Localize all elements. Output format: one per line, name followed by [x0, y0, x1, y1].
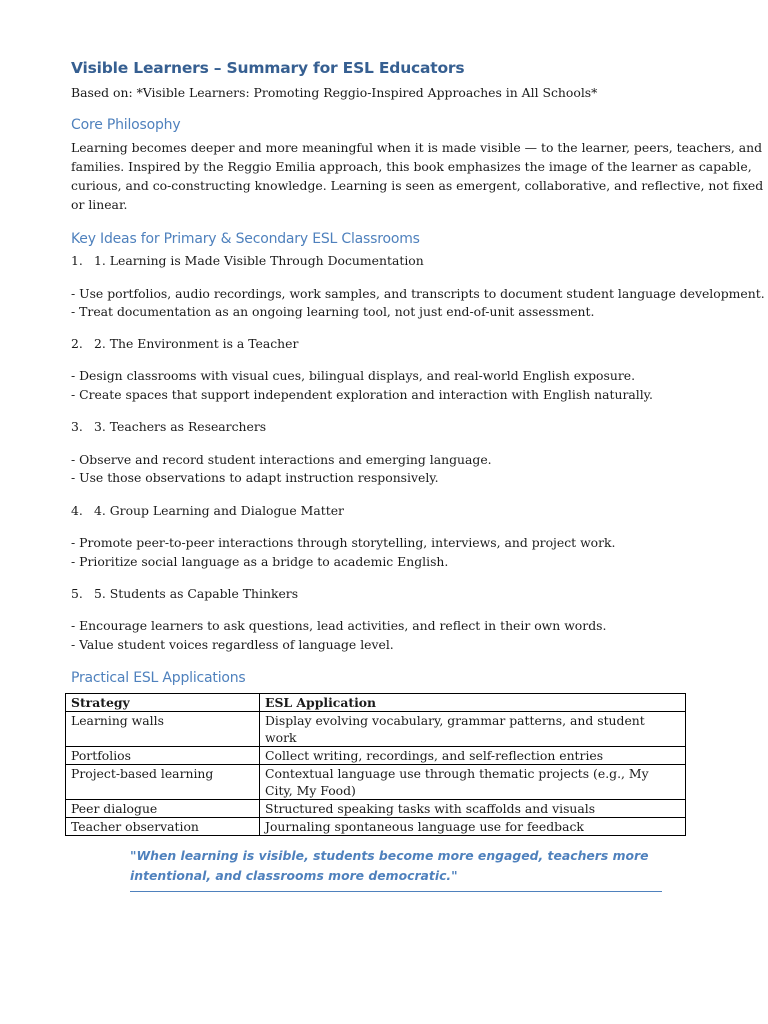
strategy-cell: Peer dialogue [66, 800, 260, 818]
strategy-cell: Project-based learning [66, 765, 260, 800]
key-idea-bullet: - Encourage learners to ask questions, lead activities, and reflect in their own words. [71, 618, 607, 633]
key-idea-title [71, 502, 344, 520]
table-row [66, 747, 686, 765]
key-idea-title [71, 585, 298, 603]
key-idea-title-text: 2. The Environment is a Teacher [94, 336, 299, 351]
key-idea-title [71, 252, 424, 270]
key-idea-title [71, 418, 266, 436]
key-idea-title-text: 5. Students as Capable Thinkers [94, 586, 299, 601]
application-cell: Display evolving vocabulary, grammar patterns, and student work [260, 712, 686, 747]
key-idea-title [71, 335, 298, 353]
application-cell: Structured speaking tasks with scaffolds and visuals [260, 800, 686, 818]
strategy-cell: Teacher observation [66, 818, 260, 836]
key-ideas-heading: Key Ideas for Primary & Secondary ESL Classrooms [71, 231, 420, 247]
list-number: 3. [71, 419, 83, 434]
strategy-cell: Portfolios [66, 747, 260, 765]
core-line: curious, and co-constructing knowledge. Learning is seen as emergent, collaborative, and reflective, not fixed [71, 178, 764, 193]
key-idea-bullet: - Use those observations to adapt instruction responsively. [71, 470, 439, 485]
applications-heading: Practical ESL Applications [71, 670, 246, 686]
table-row [66, 800, 686, 818]
based-on-line: Based on: *Visible Learners: Promoting Reggio-Inspired Approaches in All Schools* [71, 85, 598, 100]
column-header-strategy: Strategy [66, 694, 260, 712]
list-number: 4. [71, 503, 83, 518]
core-line: families. Inspired by the Reggio Emilia approach, this book emphasizes the image of the learner as capable, [71, 159, 752, 174]
key-idea-bullet: - Treat documentation as an ongoing learning tool, not just end-of-unit assessment. [71, 304, 595, 319]
application-cell: Journaling spontaneous language use for feedback [260, 818, 686, 836]
application-cell: Collect writing, recordings, and self-reflection entries [260, 747, 686, 765]
key-idea-bullet: - Design classrooms with visual cues, bilingual displays, and real-world English exposure. [71, 368, 636, 383]
application-cell: Contextual language use through thematic projects (e.g., My City, My Food) [260, 765, 686, 800]
list-number: 1. [71, 253, 83, 268]
document-title: Visible Learners – Summary for ESL Educators [71, 59, 465, 77]
key-idea-bullet: - Use portfolios, audio recordings, work samples, and transcripts to document student language development. [71, 286, 765, 301]
key-idea-title-text: 4. Group Learning and Dialogue Matter [94, 503, 344, 518]
core-line: or linear. [71, 197, 128, 212]
closing-quote: "When learning is visible, students become more engaged, teachers more intentional, and classrooms more democratic." [130, 846, 662, 892]
table-row [66, 712, 686, 747]
key-idea-bullet: - Prioritize social language as a bridge to academic English. [71, 554, 449, 569]
list-number: 5. [71, 586, 83, 601]
strategy-cell: Learning walls [66, 712, 260, 747]
key-idea-title-text: 3. Teachers as Researchers [94, 419, 267, 434]
core-line: Learning becomes deeper and more meaningful when it is made visible — to the learner, peers, teachers, and [71, 140, 763, 155]
key-idea-bullet: - Create spaces that support independent exploration and interaction with English naturally. [71, 387, 653, 402]
table-header-row [66, 694, 686, 712]
esl-applications-table [65, 693, 686, 836]
table-row [66, 765, 686, 800]
column-header-esl-application: ESL Application [260, 694, 686, 712]
key-idea-bullet: - Observe and record student interactions and emerging language. [71, 452, 492, 467]
key-idea-title-text: 1. Learning is Made Visible Through Documentation [94, 253, 424, 268]
table-row [66, 818, 686, 836]
list-number: 2. [71, 336, 83, 351]
core-philosophy-heading: Core Philosophy [71, 117, 181, 133]
key-idea-bullet: - Promote peer-to-peer interactions through storytelling, interviews, and project work. [71, 535, 616, 550]
key-idea-bullet: - Value student voices regardless of language level. [71, 637, 394, 652]
